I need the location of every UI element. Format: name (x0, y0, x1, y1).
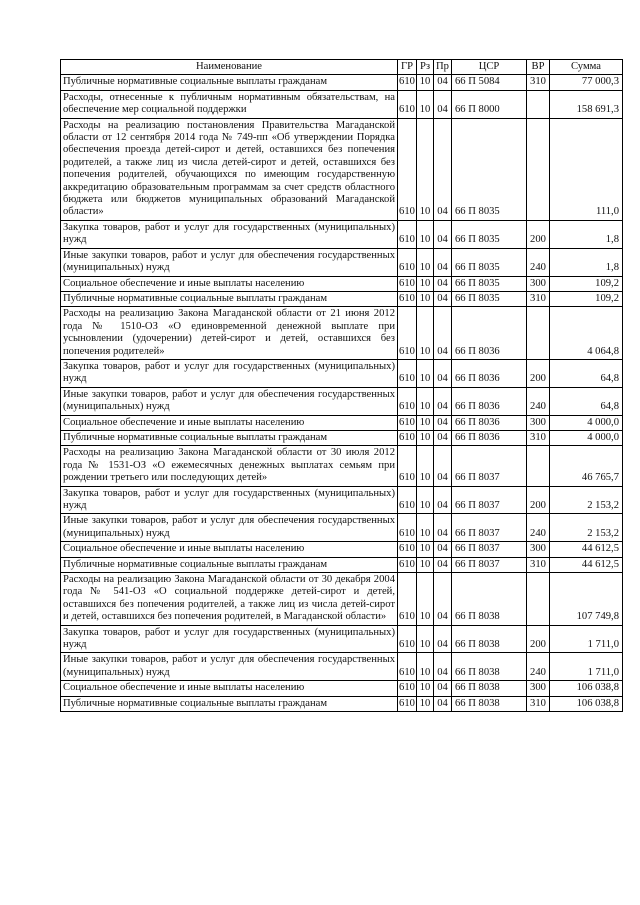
cell-vr: 240 (527, 387, 550, 415)
cell-sum: 4 000,0 (550, 415, 623, 430)
cell-gr: 610 (398, 681, 417, 696)
cell-vr: 200 (527, 220, 550, 248)
cell-pr: 04 (434, 653, 452, 681)
cell-name: Иные закупки товаров, работ и услуг для обеспечения государственных (муниципальных) нужд (61, 387, 398, 415)
cell-sum: 1 711,0 (550, 653, 623, 681)
cell-gr: 610 (398, 220, 417, 248)
cell-sum: 46 765,7 (550, 446, 623, 486)
cell-pr: 04 (434, 514, 452, 542)
table-row (61, 75, 623, 90)
cell-name: Публичные нормативные социальные выплаты гражданам (61, 430, 398, 445)
table-row (61, 387, 623, 415)
cell-gr: 610 (398, 359, 417, 387)
cell-gr: 610 (398, 573, 417, 626)
cell-name: Иные закупки товаров, работ и услуг для обеспечения государственных (муниципальных) нужд (61, 653, 398, 681)
cell-pr: 04 (434, 573, 452, 626)
cell-sum: 1 711,0 (550, 625, 623, 653)
table-row (61, 681, 623, 696)
cell-pr: 04 (434, 430, 452, 445)
table-body (61, 75, 623, 712)
cell-csr: 66 П 8038 (452, 653, 527, 681)
cell-sum: 111,0 (550, 118, 623, 220)
table-row (61, 118, 623, 220)
column-header-gr: ГР (398, 60, 417, 75)
table-row (61, 542, 623, 557)
cell-gr: 610 (398, 557, 417, 572)
table-row (61, 276, 623, 291)
cell-name: Социальное обеспечение и иные выплаты населению (61, 542, 398, 557)
cell-pr: 04 (434, 696, 452, 711)
cell-pr: 04 (434, 75, 452, 90)
cell-vr: 200 (527, 625, 550, 653)
cell-gr: 610 (398, 415, 417, 430)
cell-sum: 106 038,8 (550, 681, 623, 696)
cell-name: Социальное обеспечение и иные выплаты населению (61, 276, 398, 291)
cell-name: Публичные нормативные социальные выплаты гражданам (61, 696, 398, 711)
cell-rz: 10 (417, 486, 434, 514)
cell-rz: 10 (417, 557, 434, 572)
cell-name: Расходы на реализацию Закона Магаданской области от 30 декабря 2004 года № 541-ОЗ «О социальной поддержке детей-сирот и детей, оставшихся без попечения родителей, а также лиц из числа детей-сирот и детей, оставшихся без попечения родителей, в Магаданской области» (61, 573, 398, 626)
cell-rz: 10 (417, 415, 434, 430)
cell-pr: 04 (434, 446, 452, 486)
cell-csr: 66 П 8035 (452, 220, 527, 248)
cell-name: Публичные нормативные социальные выплаты гражданам (61, 557, 398, 572)
column-header-rz: Рз (417, 60, 434, 75)
cell-gr: 610 (398, 276, 417, 291)
cell-rz: 10 (417, 573, 434, 626)
column-header-sum: Сумма (550, 60, 623, 75)
cell-sum: 77 000,3 (550, 75, 623, 90)
cell-csr: 66 П 8037 (452, 542, 527, 557)
cell-vr: 310 (527, 75, 550, 90)
cell-name: Социальное обеспечение и иные выплаты населению (61, 415, 398, 430)
cell-sum: 2 153,2 (550, 514, 623, 542)
cell-rz: 10 (417, 653, 434, 681)
column-header-vr: ВР (527, 60, 550, 75)
cell-pr: 04 (434, 291, 452, 306)
cell-rz: 10 (417, 430, 434, 445)
cell-name: Иные закупки товаров, работ и услуг для обеспечения государственных (муниципальных) нужд (61, 514, 398, 542)
table-row (61, 359, 623, 387)
cell-vr: 300 (527, 542, 550, 557)
cell-csr: 66 П 8037 (452, 514, 527, 542)
table-row (61, 573, 623, 626)
cell-rz: 10 (417, 307, 434, 360)
cell-rz: 10 (417, 75, 434, 90)
cell-gr: 610 (398, 118, 417, 220)
cell-csr: 66 П 8037 (452, 446, 527, 486)
cell-rz: 10 (417, 248, 434, 276)
cell-sum: 158 691,3 (550, 90, 623, 118)
table-row (61, 248, 623, 276)
cell-gr: 610 (398, 75, 417, 90)
cell-gr: 610 (398, 696, 417, 711)
cell-pr: 04 (434, 276, 452, 291)
cell-name: Закупка товаров, работ и услуг для государственных (муниципальных) нужд (61, 359, 398, 387)
cell-rz: 10 (417, 542, 434, 557)
cell-pr: 04 (434, 415, 452, 430)
cell-name: Расходы на реализацию Закона Магаданской области от 21 июня 2012 года № 1510-ОЗ «О единовременной денежной выплате при усыновлении (удочерении) детей-сирот и детей, оставшихся без попечения родителей» (61, 307, 398, 360)
cell-rz: 10 (417, 514, 434, 542)
cell-name: Социальное обеспечение и иные выплаты населению (61, 681, 398, 696)
cell-gr: 610 (398, 307, 417, 360)
cell-pr: 04 (434, 557, 452, 572)
cell-gr: 610 (398, 514, 417, 542)
cell-vr: 310 (527, 291, 550, 306)
table-row (61, 430, 623, 445)
cell-gr: 610 (398, 542, 417, 557)
cell-rz: 10 (417, 359, 434, 387)
cell-vr (527, 90, 550, 118)
table-row (61, 307, 623, 360)
column-header-csr: ЦСР (452, 60, 527, 75)
cell-name: Публичные нормативные социальные выплаты гражданам (61, 291, 398, 306)
cell-vr: 300 (527, 415, 550, 430)
cell-sum: 109,2 (550, 291, 623, 306)
table-row (61, 415, 623, 430)
cell-vr (527, 446, 550, 486)
cell-csr: 66 П 8038 (452, 625, 527, 653)
cell-sum: 64,8 (550, 359, 623, 387)
cell-pr: 04 (434, 486, 452, 514)
cell-csr: 66 П 8037 (452, 486, 527, 514)
cell-gr: 610 (398, 291, 417, 306)
table-row (61, 446, 623, 486)
budget-table (60, 59, 623, 712)
cell-name: Расходы, отнесенные к публичным нормативным обязательствам, на обеспечение мер социальной поддержки (61, 90, 398, 118)
cell-sum: 1,8 (550, 248, 623, 276)
cell-vr (527, 307, 550, 360)
cell-vr: 300 (527, 276, 550, 291)
cell-gr: 610 (398, 446, 417, 486)
cell-pr: 04 (434, 118, 452, 220)
cell-sum: 1,8 (550, 220, 623, 248)
cell-sum: 4 000,0 (550, 430, 623, 445)
cell-rz: 10 (417, 681, 434, 696)
cell-pr: 04 (434, 625, 452, 653)
cell-csr: 66 П 8035 (452, 291, 527, 306)
cell-vr: 300 (527, 681, 550, 696)
cell-sum: 2 153,2 (550, 486, 623, 514)
cell-vr: 240 (527, 514, 550, 542)
cell-gr: 610 (398, 625, 417, 653)
cell-vr: 310 (527, 557, 550, 572)
cell-name: Иные закупки товаров, работ и услуг для обеспечения государственных (муниципальных) нужд (61, 248, 398, 276)
cell-sum: 106 038,8 (550, 696, 623, 711)
cell-gr: 610 (398, 486, 417, 514)
cell-pr: 04 (434, 387, 452, 415)
cell-sum: 44 612,5 (550, 542, 623, 557)
cell-pr: 04 (434, 359, 452, 387)
cell-rz: 10 (417, 625, 434, 653)
table-row (61, 696, 623, 711)
table-row (61, 291, 623, 306)
cell-csr: 66 П 8000 (452, 90, 527, 118)
column-header-name: Наименование (61, 60, 398, 75)
cell-name: Публичные нормативные социальные выплаты гражданам (61, 75, 398, 90)
cell-csr: 66 П 8036 (452, 307, 527, 360)
cell-gr: 610 (398, 90, 417, 118)
cell-rz: 10 (417, 220, 434, 248)
cell-sum: 44 612,5 (550, 557, 623, 572)
cell-pr: 04 (434, 542, 452, 557)
cell-vr: 200 (527, 359, 550, 387)
column-header-pr: Пр (434, 60, 452, 75)
cell-vr: 310 (527, 430, 550, 445)
cell-csr: 66 П 8035 (452, 248, 527, 276)
cell-vr (527, 573, 550, 626)
cell-csr: 66 П 8036 (452, 415, 527, 430)
cell-rz: 10 (417, 276, 434, 291)
cell-rz: 10 (417, 387, 434, 415)
cell-name: Закупка товаров, работ и услуг для государственных (муниципальных) нужд (61, 486, 398, 514)
cell-rz: 10 (417, 118, 434, 220)
table-row (61, 514, 623, 542)
cell-vr: 200 (527, 486, 550, 514)
cell-csr: 66 П 8038 (452, 681, 527, 696)
cell-vr: 310 (527, 696, 550, 711)
cell-pr: 04 (434, 248, 452, 276)
table-row (61, 486, 623, 514)
cell-pr: 04 (434, 307, 452, 360)
cell-gr: 610 (398, 387, 417, 415)
table-row (61, 557, 623, 572)
cell-gr: 610 (398, 248, 417, 276)
cell-csr: 66 П 8036 (452, 430, 527, 445)
table-row (61, 90, 623, 118)
cell-gr: 610 (398, 430, 417, 445)
cell-name: Расходы на реализацию Закона Магаданской области от 30 июля 2012 года № 1531-ОЗ «О ежемесячных денежных выплатах семьям при рождении третьего или последующих детей» (61, 446, 398, 486)
cell-rz: 10 (417, 291, 434, 306)
cell-sum: 107 749,8 (550, 573, 623, 626)
cell-csr: 66 П 8035 (452, 276, 527, 291)
cell-csr: 66 П 8036 (452, 359, 527, 387)
table-header-row (61, 60, 623, 75)
cell-rz: 10 (417, 90, 434, 118)
cell-rz: 10 (417, 446, 434, 486)
cell-csr: 66 П 8037 (452, 557, 527, 572)
table-row (61, 625, 623, 653)
cell-sum: 109,2 (550, 276, 623, 291)
cell-vr: 240 (527, 653, 550, 681)
cell-name: Закупка товаров, работ и услуг для государственных (муниципальных) нужд (61, 220, 398, 248)
table-row (61, 220, 623, 248)
cell-vr: 240 (527, 248, 550, 276)
cell-csr: 66 П 5084 (452, 75, 527, 90)
cell-csr: 66 П 8038 (452, 696, 527, 711)
cell-csr: 66 П 8036 (452, 387, 527, 415)
cell-csr: 66 П 8038 (452, 573, 527, 626)
cell-rz: 10 (417, 696, 434, 711)
cell-name: Расходы на реализацию постановления Правительства Магаданской области от 12 сентября 2014 года № 749-пп «Об утверждении Порядка обеспечения проезда детей-сирот и детей, оставшихся без попечения родителей, а также лиц из числа детей-сирот и детей, оставшихся без попечения родителей, обучающихся по имеющим государственную аккредитацию образовательным программам за счет средств областного бюджета или бюджетов муниципальных образований Магаданской области» (61, 118, 398, 220)
cell-pr: 04 (434, 90, 452, 118)
table-row (61, 653, 623, 681)
cell-sum: 64,8 (550, 387, 623, 415)
cell-name: Закупка товаров, работ и услуг для государственных (муниципальных) нужд (61, 625, 398, 653)
cell-vr (527, 118, 550, 220)
cell-csr: 66 П 8035 (452, 118, 527, 220)
cell-pr: 04 (434, 681, 452, 696)
cell-sum: 4 064,8 (550, 307, 623, 360)
cell-pr: 04 (434, 220, 452, 248)
cell-gr: 610 (398, 653, 417, 681)
